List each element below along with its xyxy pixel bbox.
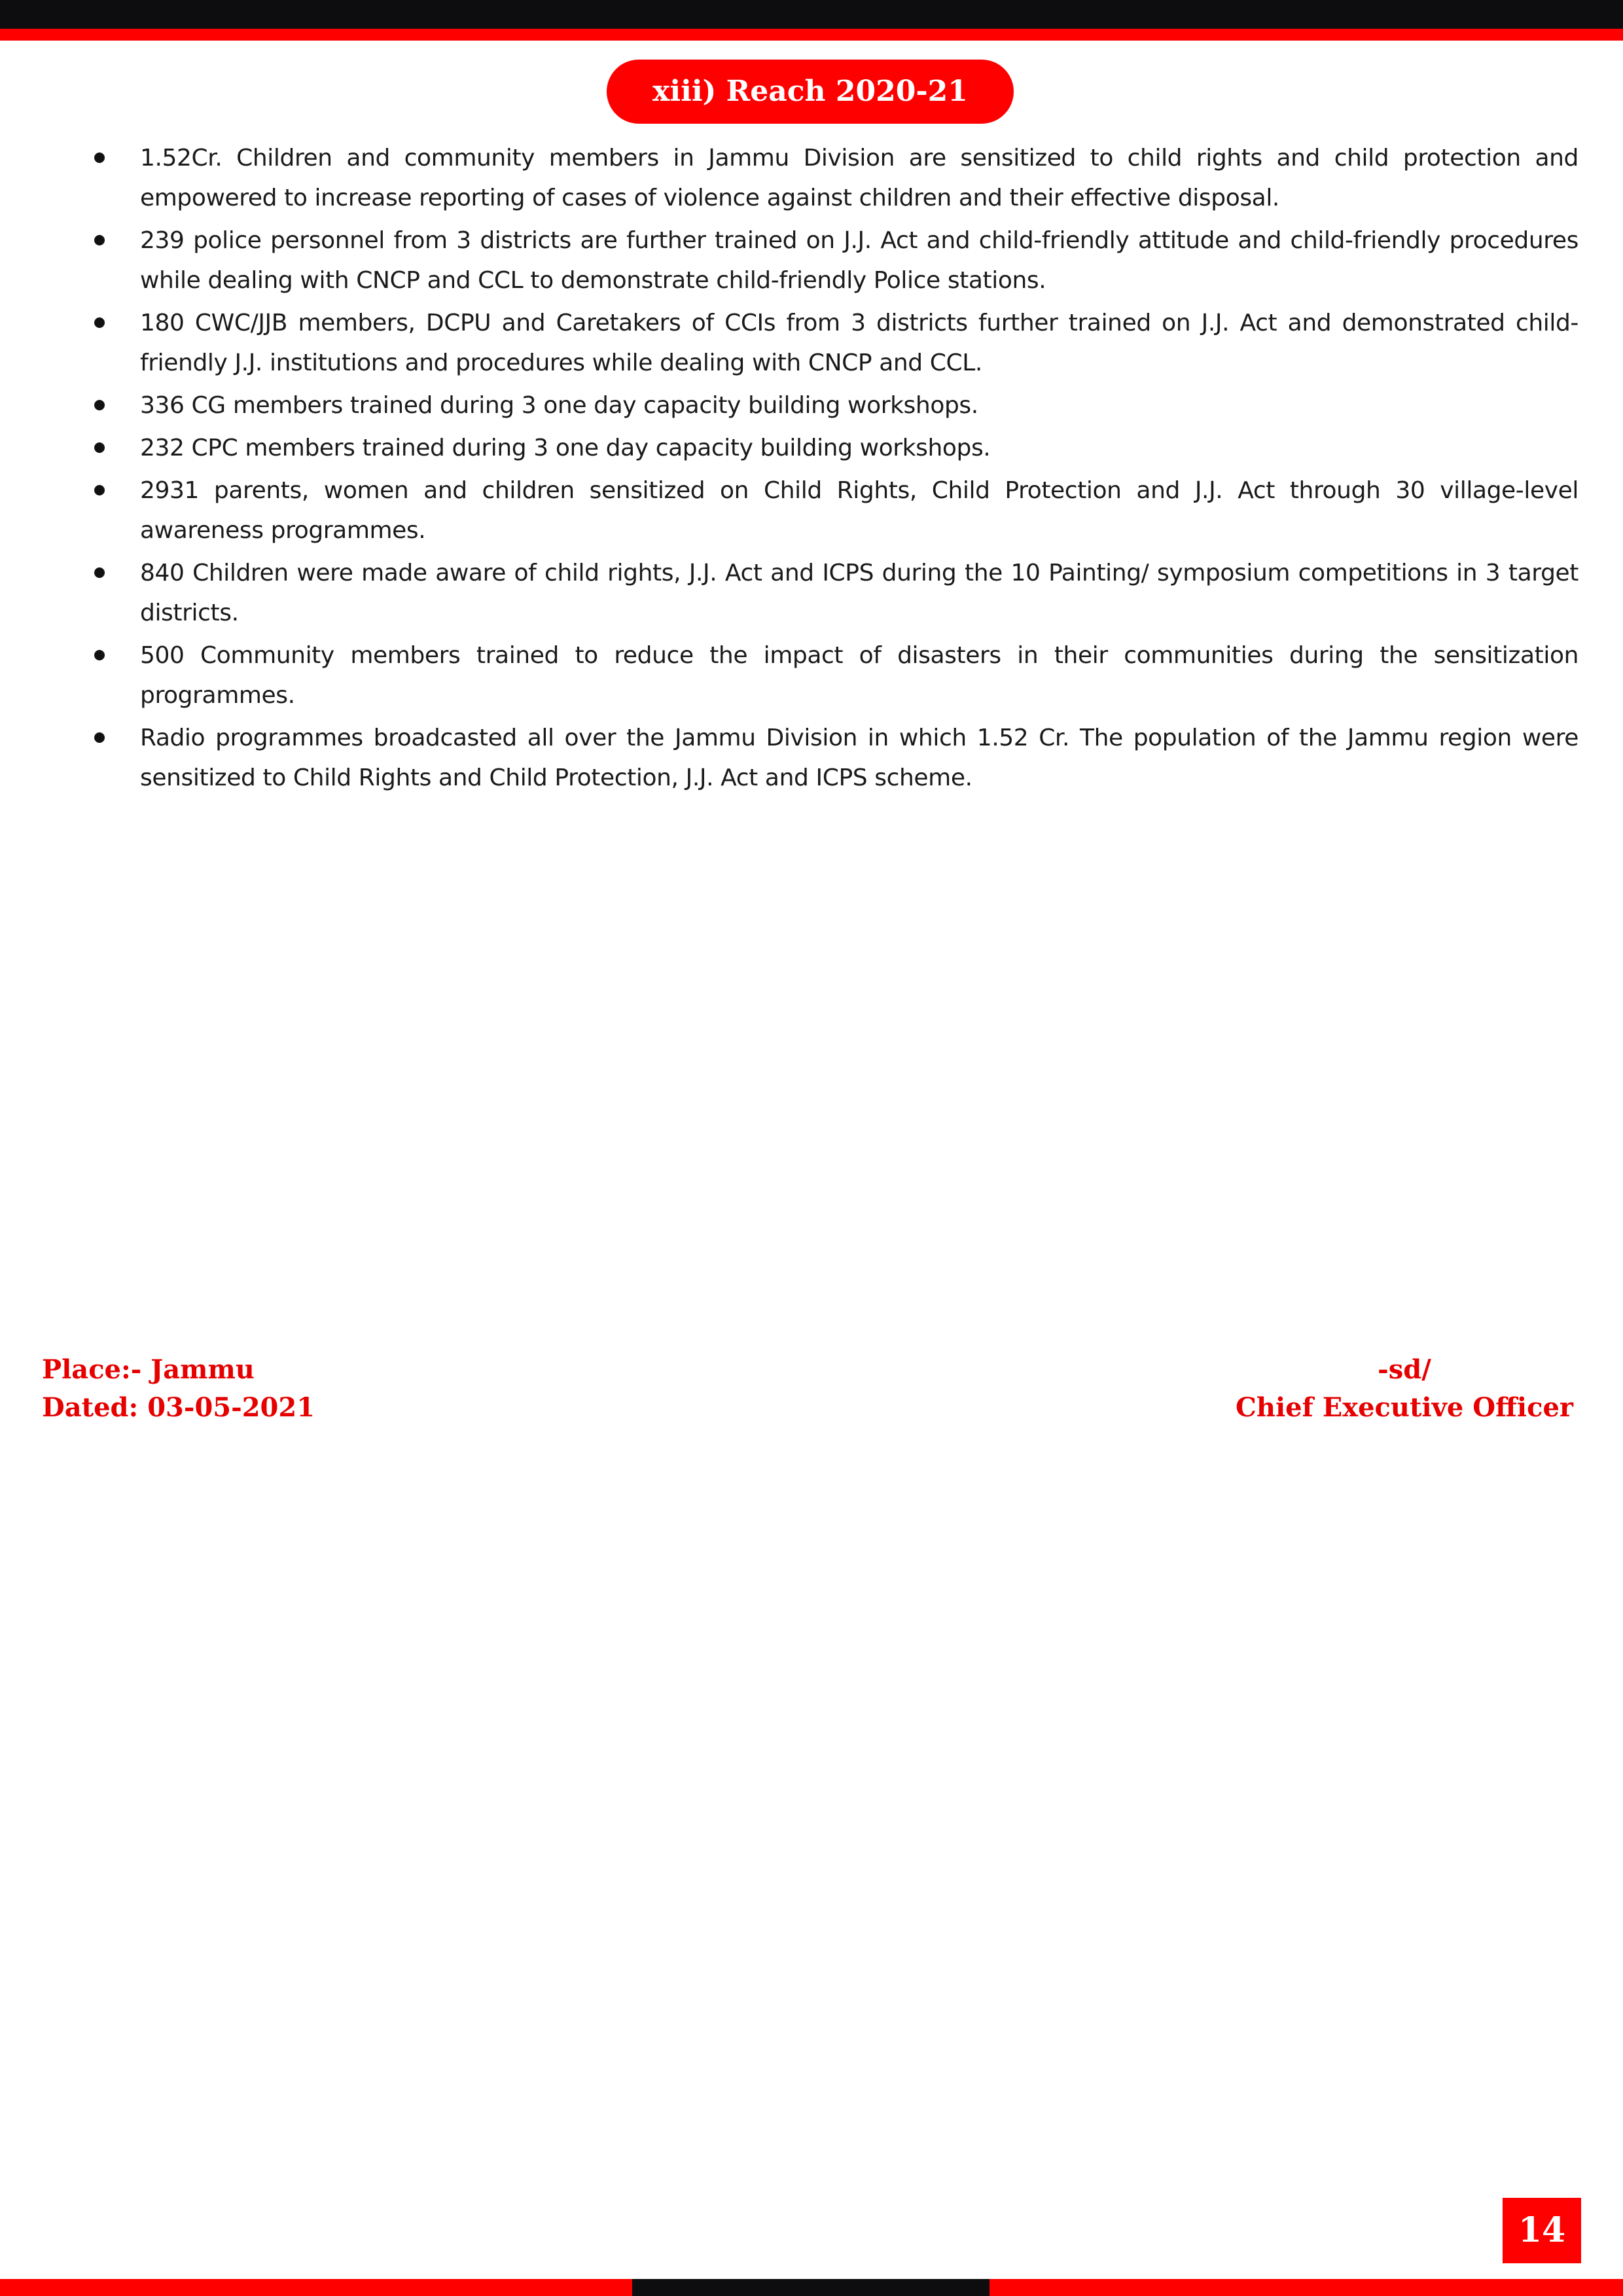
bottom-border-black [632, 2279, 990, 2296]
bullet-icon [94, 650, 105, 660]
list-item [140, 636, 1578, 715]
bullet-icon [94, 567, 105, 578]
list-item [140, 138, 1578, 218]
bullet-text: 180 CWC/JJB members, DCPU and Caretakers of CCIs from 3 districts further trained on J.J. Act and demonstrated child-friendly J.J. institutions and procedures while dealing with CNCP and CCL. [140, 310, 1578, 376]
bullet-text: Radio programmes broadcasted all over the Jammu Division in which 1.52 Cr. The population of the Jammu region were sensitized to Child Rights and Child Protection, J.J. Act and ICPS scheme. [140, 725, 1578, 791]
bottom-border-red-right [990, 2279, 1623, 2296]
bullet-text: 2931 parents, women and children sensitized on Child Rights, Child Protection and J.J. Act through 30 village-level awareness programmes. [140, 477, 1578, 544]
signature-block [1236, 1351, 1573, 1427]
bullet-text: 1.52Cr. Children and community members in Jammu Division are sensitized to child rights and child protection and empowered to increase reporting of cases of violence against children and their effective disposal. [140, 145, 1578, 211]
bullet-icon [94, 442, 105, 453]
list-item [140, 553, 1578, 633]
list-item [140, 428, 1578, 468]
list-item [140, 718, 1578, 798]
bullet-icon [94, 485, 105, 495]
list-item [140, 386, 1578, 425]
bullet-icon [94, 317, 105, 328]
bullet-text: 500 Community members trained to reduce the impact of disasters in their communities during the sensitization programmes. [140, 642, 1578, 709]
place-date-block [42, 1351, 315, 1427]
bullet-icon [94, 152, 105, 163]
reach-bullet-list [140, 138, 1578, 800]
bullet-icon [94, 400, 105, 410]
list-item [140, 221, 1578, 300]
page-number: 14 [1503, 2198, 1581, 2263]
section-title: xiii) Reach 2020-21 [607, 60, 1014, 124]
bottom-border-red-left [0, 2279, 632, 2296]
bullet-text: 840 Children were made aware of child rights, J.J. Act and ICPS during the 10 Painting/ symposium competitions in 3 target districts. [140, 560, 1578, 626]
bullet-text: 232 CPC members trained during 3 one day capacity building workshops. [140, 435, 991, 461]
bullet-icon [94, 732, 105, 743]
bullet-text: 336 CG members trained during 3 one day capacity building workshops. [140, 392, 978, 419]
date-text: Dated: 03-05-2021 [42, 1392, 315, 1423]
list-item [140, 303, 1578, 383]
bullet-text: 239 police personnel from 3 districts are further trained on J.J. Act and child-friendly attitude and child-friendly procedures while dealing with CNCP and CCL to demonstrate child-friendly Police stations. [140, 227, 1578, 294]
signatory-designation: Chief Executive Officer [1236, 1392, 1573, 1423]
place-text: Place:- Jammu [42, 1354, 255, 1385]
top-border-black [0, 0, 1623, 29]
bullet-icon [94, 235, 105, 245]
top-border-red [0, 29, 1623, 41]
signed-mark: -sd/ [1378, 1354, 1431, 1385]
list-item [140, 471, 1578, 550]
